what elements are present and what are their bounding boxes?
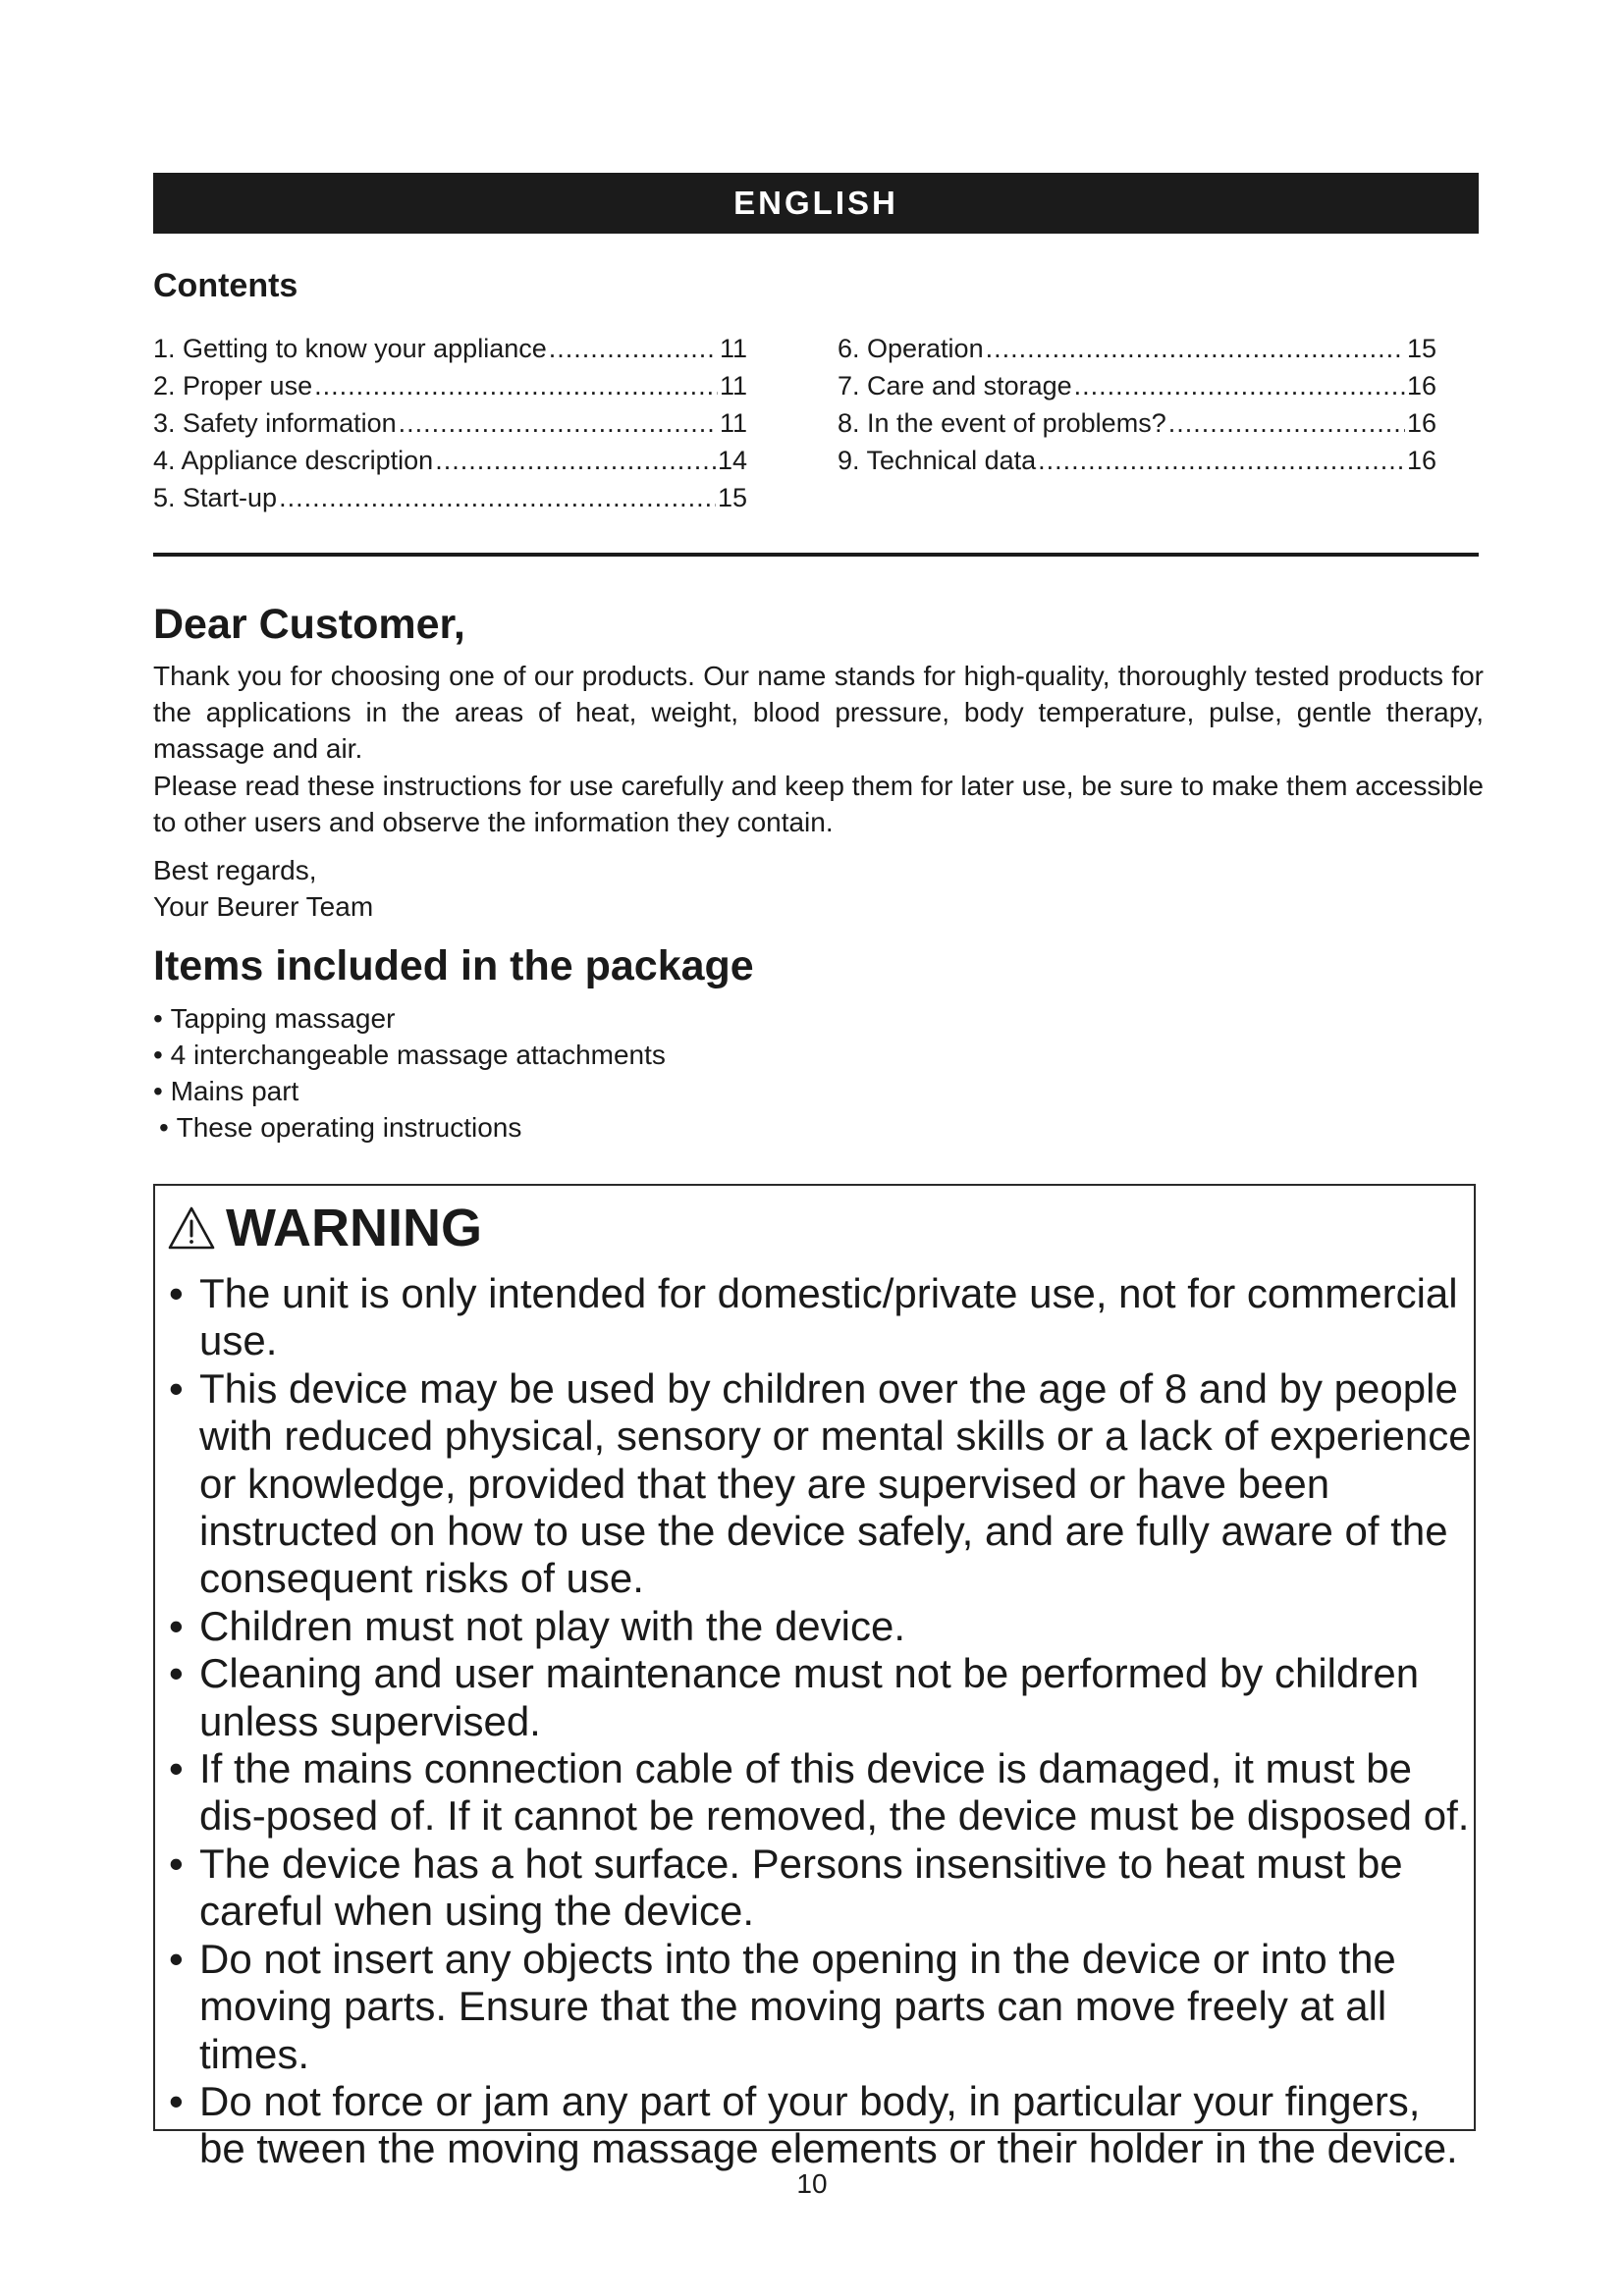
contents-entry <box>153 479 747 516</box>
section-divider <box>153 553 1479 557</box>
package-list <box>153 1000 666 1146</box>
warning-list <box>169 1270 1475 2173</box>
warning-item: • Children must not play with the device. <box>169 1603 1475 1650</box>
contents-entry-page: 15 <box>1406 334 1436 363</box>
leader-dots <box>549 330 718 367</box>
contents-entry-label: 9. Technical data <box>838 446 1037 475</box>
warning-heading <box>167 1198 482 1258</box>
package-title: Items included in the package <box>153 942 754 989</box>
contents-entry-page: 11 <box>719 408 747 438</box>
contents-column-right <box>838 330 1436 479</box>
warning-triangle-icon <box>167 1205 216 1251</box>
greeting-signature: Your Beurer Team <box>153 891 374 922</box>
greeting-paragraph-1: Thank you for choosing one of our products. Our name stands for high-quality, thoroughly tested products for the applications in the areas of heat, weight, blood pressure, body temperature, pulse, gentle therapy, massage and air. <box>153 661 1484 764</box>
contents-entry-label: 7. Care and storage <box>838 371 1072 400</box>
list-item: • Mains part <box>153 1073 666 1109</box>
leader-dots <box>1074 367 1405 404</box>
contents-entry <box>153 404 747 442</box>
warning-item: • Do not force or jam any part of your body, in particular your fingers, be tween the moving massage elements or their holder in the device. <box>169 2078 1475 2173</box>
leader-dots <box>279 479 716 516</box>
leader-dots <box>314 367 718 404</box>
contents-entry-label: 5. Start-up <box>153 483 278 512</box>
language-header: ENGLISH <box>153 173 1479 234</box>
contents-entry-label: 8. In the event of problems? <box>838 408 1166 438</box>
greeting-title: Dear Customer, <box>153 601 465 648</box>
contents-entry-page: 11 <box>719 371 747 400</box>
list-item: • Tapping massager <box>153 1000 666 1037</box>
leader-dots <box>1038 442 1405 479</box>
contents-entry <box>153 367 747 404</box>
contents-entry-label: 1. Getting to know your appliance <box>153 334 547 363</box>
contents-entry <box>838 367 1436 404</box>
leader-dots <box>435 442 716 479</box>
contents-entry-label: 4. Appliance description <box>153 446 434 475</box>
contents-entry-label: 3. Safety information <box>153 408 397 438</box>
greeting-paragraph-2: Please read these instructions for use carefully and keep them for later use, be sure to make them accessible to other users and observe the information they contain. <box>153 771 1484 837</box>
warning-item: • Cleaning and user maintenance must not be performed by children unless supervised. <box>169 1650 1475 1745</box>
warning-item: • Do not insert any objects into the opening in the device or into the moving parts. Ensure that the moving parts can move freely at all times. <box>169 1936 1475 2078</box>
leader-dots <box>986 330 1405 367</box>
contents-entry <box>153 330 747 367</box>
contents-entry-page: 16 <box>1406 446 1436 475</box>
warning-item: • The device has a hot surface. Persons insensitive to heat must be careful when using the device. <box>169 1841 1475 1936</box>
warning-title: WARNING <box>226 1199 482 1257</box>
contents-entry-page: 15 <box>717 483 747 512</box>
leader-dots <box>1168 404 1405 442</box>
contents-entry-page: 16 <box>1406 408 1436 438</box>
contents-entry-page: 11 <box>719 334 747 363</box>
list-item: • 4 interchangeable massage attachments <box>153 1037 666 1073</box>
leader-dots <box>399 404 718 442</box>
warning-item: • If the mains connection cable of this device is damaged, it must be dis-posed of. If it cannot be removed, the device must be disposed of. <box>169 1745 1475 1841</box>
contents-entry-page: 16 <box>1406 371 1436 400</box>
page-number: 10 <box>796 2168 828 2199</box>
contents-entry-label: 6. Operation <box>838 334 984 363</box>
contents-entry <box>153 442 747 479</box>
contents-entry <box>838 404 1436 442</box>
contents-entry <box>838 442 1436 479</box>
contents-entry <box>838 330 1436 367</box>
contents-column-left <box>153 330 747 516</box>
contents-entry-label: 2. Proper use <box>153 371 313 400</box>
warning-item: • The unit is only intended for domestic/private use, not for commercial use. <box>169 1270 1475 1365</box>
list-item: • These operating instructions <box>153 1109 666 1146</box>
greeting-regards: Best regards, <box>153 855 317 885</box>
contents-entry-page: 14 <box>717 446 747 475</box>
warning-item: • This device may be used by children over the age of 8 and by people with reduced physical, sensory or mental skills or a lack of experience or knowledge, provided that they are supervised or have been instructed on how to use the device safely, and are fully aware of the consequent risks of use. <box>169 1365 1475 1603</box>
contents-title: Contents <box>153 267 298 304</box>
